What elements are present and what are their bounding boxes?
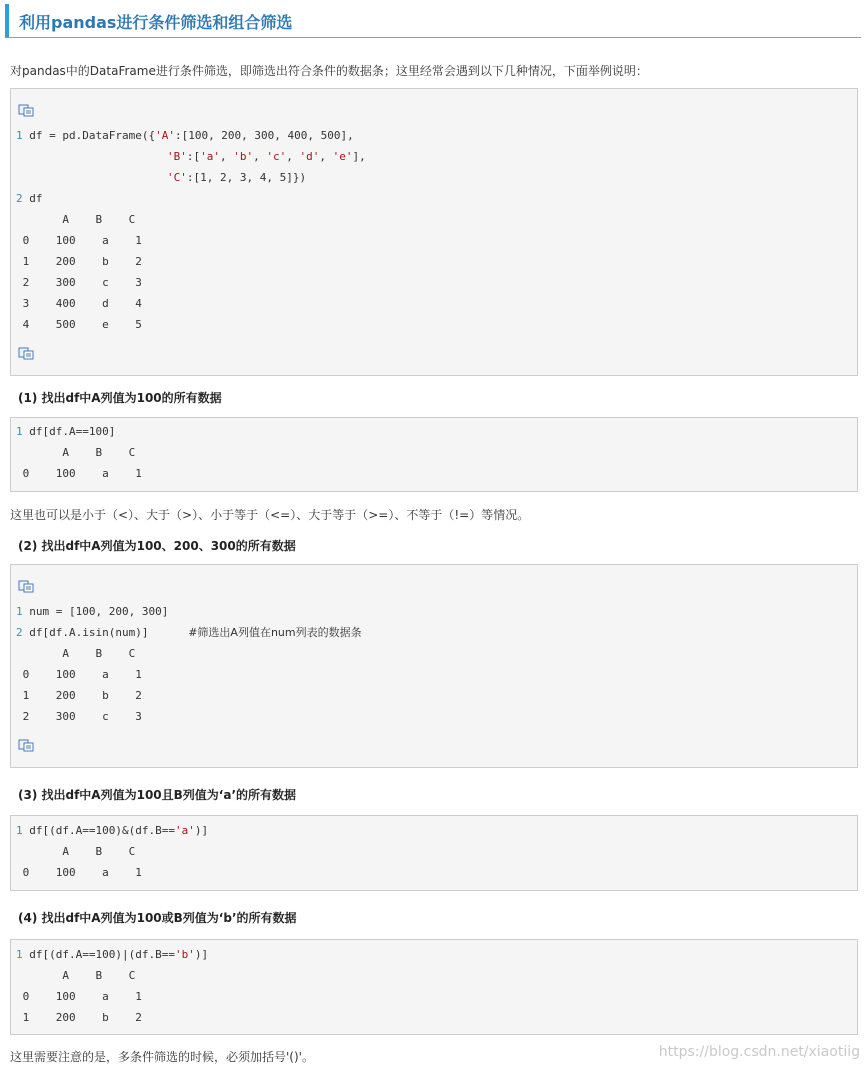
- output-row: 3 400 d 4: [16, 297, 142, 310]
- output-header: A B C: [16, 845, 136, 858]
- code-line: 'C':[1, 2, 3, 4, 5]}): [167, 171, 307, 184]
- output-row: 0 100 a 1: [16, 234, 142, 247]
- code-line: 'B':['a', 'b', 'c', 'd', 'e'],: [167, 150, 366, 163]
- note-paragraph-2: 这里需要注意的是，多条件筛选的时候，必须加括号'()'。: [10, 1050, 314, 1064]
- copy-code-icon[interactable]: [18, 739, 34, 752]
- copy-code-icon[interactable]: [18, 580, 34, 593]
- section-heading-2: (2) 找出df中A列值为100、200、300的所有数据: [18, 539, 296, 553]
- code-line: 1 df[(df.A==100)|(df.B=='b')]: [16, 948, 209, 961]
- code-block-3: [10, 564, 858, 768]
- code-line: 1 df = pd.DataFrame({'A':[100, 200, 300, 400, 500],: [16, 129, 354, 142]
- article-title-bar: [5, 4, 861, 38]
- code-line: 1 df[df.A==100]: [16, 425, 116, 438]
- output-header: A B C: [16, 969, 136, 982]
- code-line: 1 df[(df.A==100)&(df.B=='a')]: [16, 824, 209, 837]
- code-block-2: [10, 417, 858, 492]
- section-heading-1: (1) 找出df中A列值为100的所有数据: [18, 391, 222, 405]
- section-heading-3: (3) 找出df中A列值为100且B列值为‘a’的所有数据: [18, 788, 297, 802]
- output-header: A B C: [16, 213, 136, 226]
- intro-paragraph: 对pandas中的DataFrame进行条件筛选，即筛选出符合条件的数据条；这里经常会遇到以下几种情况，下面举例说明：: [10, 64, 648, 78]
- copy-code-icon[interactable]: [18, 347, 34, 360]
- watermark: https://blog.csdn.net/xiaotiig: [658, 1044, 860, 1060]
- output-row: 1 200 b 2: [16, 255, 142, 268]
- output-row: 0 100 a 1: [16, 990, 142, 1003]
- output-row: 2 300 c 3: [16, 710, 142, 723]
- code-line: 2 df[df.A.isin(num)] #筛选出A列值在num列表的数据条: [16, 626, 362, 639]
- output-header: A B C: [16, 446, 136, 459]
- code-line: 2 df: [16, 192, 43, 205]
- code-comment: #筛选出A列值在num列表的数据条: [188, 626, 362, 639]
- code-block-5: [10, 939, 858, 1035]
- output-header: A B C: [16, 647, 136, 660]
- output-row: 0 100 a 1: [16, 668, 142, 681]
- code-line: 1 num = [100, 200, 300]: [16, 605, 169, 618]
- code-block-1: [10, 88, 858, 376]
- output-row: 0 100 a 1: [16, 467, 142, 480]
- article-title: 利用pandas进行条件筛选和组合筛选: [19, 13, 293, 32]
- output-row: 1 200 b 2: [16, 689, 142, 702]
- note-paragraph-1: 这里也可以是小于（<）、大于（>）、小于等于（<=）、大于等于（>=）、不等于（!=）等情况。: [10, 508, 530, 522]
- output-row: 2 300 c 3: [16, 276, 142, 289]
- output-row: 1 200 b 2: [16, 1011, 142, 1024]
- copy-code-icon[interactable]: [18, 104, 34, 117]
- code-block-4: [10, 815, 858, 891]
- output-row: 4 500 e 5: [16, 318, 142, 331]
- output-row: 0 100 a 1: [16, 866, 142, 879]
- section-heading-4: (4) 找出df中A列值为100或B列值为‘b’的所有数据: [18, 911, 297, 925]
